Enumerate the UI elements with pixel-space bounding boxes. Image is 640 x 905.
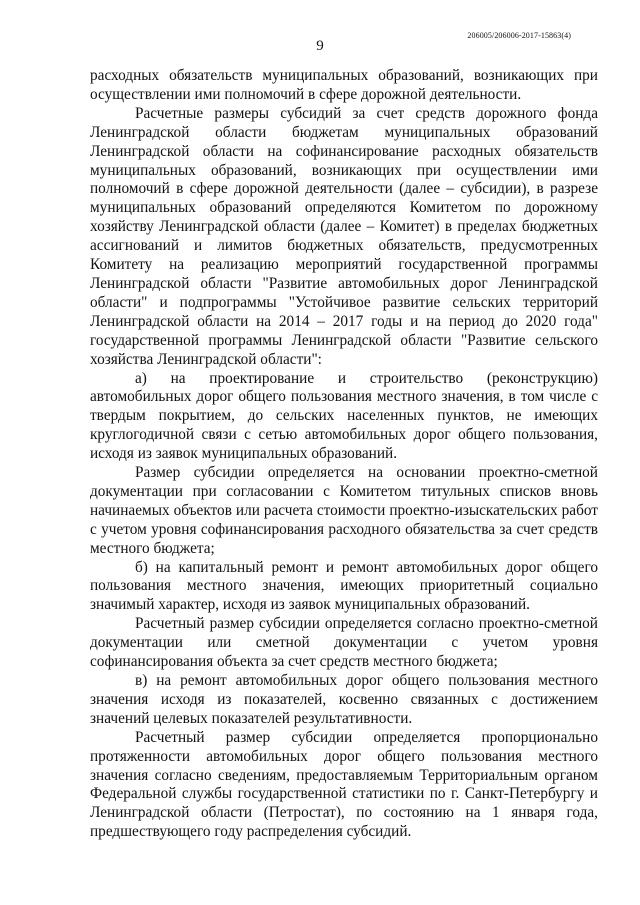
paragraph-item-b-size: Расчетный размер субсидии определяется согласно проектно-сметной документации или сметной документации с учетом уровня софинансирования объекта за счет средств местного бюджета; (90, 615, 598, 671)
paragraph-item-a-size: Размер субсидии определяется на основании проектно-сметной документации при согласовании с Комитетом титульных списков вновь начинаемых объектов или расчета стоимости проектно-изыскательских работ с учетом уровня софинансирования расходного обязательства за счет средств местного бюджета; (90, 464, 598, 557)
paragraph-subsidy-calculation: Расчетные размеры субсидий за счет средств дорожного фонда Ленинградской области бюджетам муниципальных образований Ленинградской области на софинансирование расходных обязательств муниципальных образований, возникающих при осуществлении ими полномочий в сфере дорожной деятельности (далее – субсидии), в разрезе муниципальных образований определяются Комитетом по дорожному хозяйству Ленинградской области (далее – Комитет) в пределах бюджетных ассигнований и лимитов бюджетных обязательств, предусмотренных Комитету на реализацию мероприятий государственной программы Ленинградской области "Развитие автомобильных дорог Ленинградской области" и подпрограммы "Устойчивое развитие сельских территорий Ленинградской области на 2014 – 2017 годы и на период до 2020 года" государственной программы Ленинградской области "Развитие сельского хозяйства Ленинградской области": (90, 104, 598, 368)
document-body (90, 67, 598, 842)
paragraph-item-a: а) на проектирование и строительство (реконструкцию) автомобильных дорог общего пользования местного значения, в том числе с твердым покрытием, до сельских населенных пунктов, не имеющих круглогодичной связи с сетью автомобильных дорог общего пользования, исходя из заявок муниципальных образований. (90, 369, 598, 463)
paragraph-item-c: в) на ремонт автомобильных дорог общего пользования местного значения исходя из показателей, косвенно связанных с достижением значений целевых показателей результативности. (90, 672, 598, 727)
paragraph-item-b: б) на капитальный ремонт и ремонт автомобильных дорог общего пользования местного значения, имеющих приоритетный социально значимый характер, исходя из заявок муниципальных образований. (90, 558, 598, 614)
paragraph-item-c-size: Расчетный размер субсидии определяется пропорционально протяженности автомобильных дорог общего пользования местного значения согласно сведениям, предоставляемым Территориальным органом Федеральной службы государственной статистики по г. Санкт-Петербургу и Ленинградской области (Петростат), по состоянию на 1 января года, предшествующего году распределения субсидий. (90, 728, 598, 841)
page-number: 9 (316, 38, 324, 54)
document-code: 206005/206006-2017-15863(4) (467, 31, 571, 40)
paragraph-continuation: расходных обязательств муниципальных образований, возникающих при осуществлении ими полномочий в сфере дорожной деятельности. (90, 67, 598, 103)
